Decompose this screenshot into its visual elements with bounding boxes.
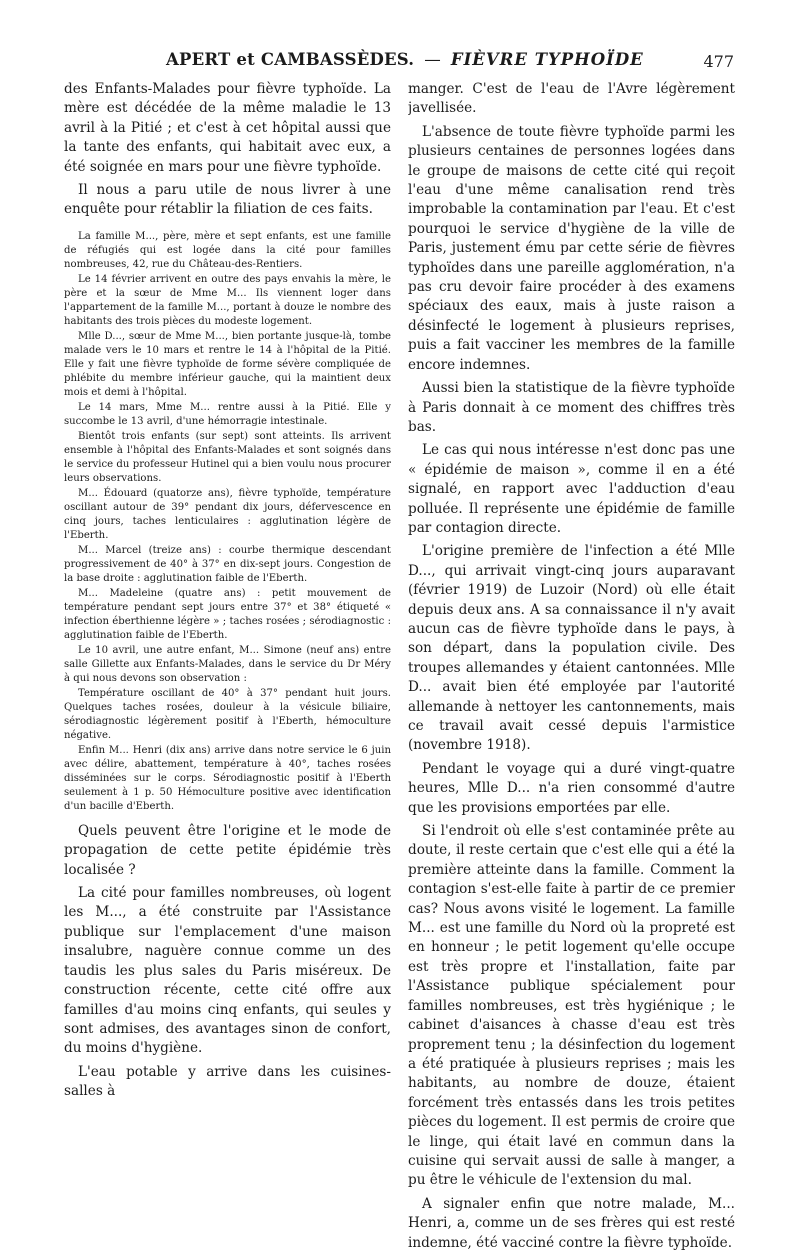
right-paragraph: Aussi bien la statistique de la fièvre typhoïde à Paris donnait à ce moment des chiffres très bas. xyxy=(408,380,735,435)
right-paragraph: manger. C'est de l'eau de l'Avre légèrement javellisée. xyxy=(408,81,735,117)
page-number: 477 xyxy=(703,52,734,71)
case-paragraph: Température oscillant de 40° à 37° pendant huit jours. Quelques taches rosées, douleur à la vésicule biliaire, sérodiagnostic légèrement positif à l'Eberth, hémoculture négative. xyxy=(64,687,391,741)
left-intro-paragraph: Il nous a paru utile de nous livrer à une enquête pour rétablir la filiation de ces faits. xyxy=(64,182,391,218)
left-column xyxy=(64,80,391,1106)
left-closing-paragraph: La cité pour familles nombreuses, où logent les M..., a été construite par l'Assistance publique sur l'emplacement d'une maison insalubre, naguère connue comme un des taudis les plus sales du Paris miséreux. De construction récente, cette cité offre aux familles d'au moins cinq enfants, qui seules y sont admises, des avantages sinon de confort, du moins d'hygiène. xyxy=(64,885,391,1057)
right-paragraph: Si l'endroit où elle s'est contaminée prête au doute, il reste certain que c'est elle qui a été la première atteinte dans la famille. Comment la contagion s'est-elle faite à partir de ce premier cas? Nous avons visité le logement. La famille M... est une famille du Nord où la propreté est en honneur ; le petit logement qu'elle occupe est très propre et l'installation, faite par l'Assistance publique spécialement pour familles nombreuses, est très hygiénique ; le cabinet d'aisances à chasse d'eau est très proprement tenu ; la désinfection du logement a été pratiquée à plusieurs reprises ; mais les habitants, au nombre de douze, étaient forcément très entassés dans les trois petites pièces du logement. Il est permis de croire que le linge, qui était lavé en commun dans la cuisine qui servait aussi de salle à manger, a pu être le véhicule de l'extension du mal. xyxy=(408,823,735,1189)
case-paragraph: M... Édouard (quatorze ans), fièvre typhoïde, température oscillant autour de 39° pendant dix jours, défervescence en cinq jours, taches lenticulaires : agglutination légère de l'Eberth. xyxy=(64,487,391,541)
right-paragraph: L'absence de toute fièvre typhoïde parmi les plusieurs centaines de personnes logées dans le groupe de maisons de cette cité qui reçoit l'eau d'une même canalisation rend très improbable la contamination par l'eau. Et c'est pourquoi le service d'hygiène de la ville de Paris, justement ému par cette série de fièvres typhoïdes dans une pareille agglomération, n'a pas cru devoir faire procéder à des examens spéciaux des eaux, mais à juste raison a désinfecté le logement à plusieurs reprises, puis a fait vacciner les membres de la famille encore indemnes. xyxy=(408,123,735,373)
left-intro-paragraph: des Enfants-Malades pour fièvre typhoïde. La mère est décédée de la même maladie le 13 avril à la Pitié ; et c'est à cet hôpital aussi que la tante des enfants, qui habitait avec eux, a été soignée en mars pour une fièvre typhoïde. xyxy=(64,81,391,175)
running-title xyxy=(166,50,644,69)
running-header xyxy=(64,44,734,74)
case-paragraph: Enfin M... Henri (dix ans) arrive dans notre service le 6 juin avec délire, abattement, température à 40°, taches rosées disséminées sur le corps. Sérodiagnostic positif à l'Eberth seulement à 1 p. 50 Hémoculture positive avec identification d'un bacille d'Eberth. xyxy=(64,744,391,812)
case-paragraph: Bientôt trois enfants (sur sept) sont atteints. Ils arrivent ensemble à l'hôpital des Enfants-Malades et sont soignés dans le service du professeur Hutinel qui a bien voulu nous procurer leurs observations. xyxy=(64,430,391,484)
left-closing-paragraph: L'eau potable y arrive dans les cuisines-salles à xyxy=(64,1063,391,1100)
left-closing-paragraph: Quels peuvent être l'origine et le mode de propagation de cette petite épidémie très localisée ? xyxy=(64,822,391,878)
case-paragraph: M... Marcel (treize ans) : courbe thermique descendant progressivement de 40° à 37° en dix-sept jours. Congestion de la base droite : agglutination faible de l'Eberth. xyxy=(64,544,391,584)
case-paragraph: Mlle D..., sœur de Mme M..., bien portante jusque-là, tombe malade vers le 10 mars et rentre le 14 à l'hôpital de la Pitié. Elle y fait une fièvre typhoïde de forme sévère compliquée de phlébite du membre inférieur gauche, qui la maintient deux mois et demi à l'hôpital. xyxy=(64,330,391,398)
right-paragraph: A signaler enfin que notre malade, M... Henri, a, comme un de ses frères qui est resté indemne, été vacciné contre la fièvre typhoïde. xyxy=(408,1195,735,1251)
case-paragraph: Le 14 février arrivent en outre des pays envahis la mère, le père et la sœur de Mme M... Ils viennent loger dans l'appartement de la famille M..., portant à douze le nombre des habitants des trois pièces du modeste logement. xyxy=(64,273,391,327)
right-column xyxy=(408,80,735,1257)
right-paragraph: Le cas qui nous intéresse n'est donc pas une « épidémie de maison », comme il en a été signalé, en rapport avec l'adduction d'eau polluée. Il représente une épidémie de famille par contagion directe. xyxy=(408,442,735,536)
case-paragraph: Le 10 avril, une autre enfant, M... Simone (neuf ans) entre salle Gillette aux Enfants-Malades, dans le service du Dr Méry à qui nous devons son observation : xyxy=(64,644,391,684)
case-paragraph: M... Madeleine (quatre ans) : petit mouvement de température pendant sept jours entre 37° et 38° étiqueté « infection éberthienne légère » ; taches rosées ; sérodiagnostic : agglutination faible de l'Eberth. xyxy=(64,587,391,641)
case-paragraph: La famille M..., père, mère et sept enfants, est une famille de réfugiés qui est logée dans la cité pour familles nombreuses, 42, rue du Château-des-Rentiers. xyxy=(64,230,391,270)
case-paragraph: Le 14 mars, Mme M... rentre aussi à la Pitié. Elle y succombe le 13 avril, d'une hémorragie intestinale. xyxy=(64,401,391,427)
header-authors: APERT et CAMBASSÈDES. xyxy=(166,50,415,69)
header-dash: — xyxy=(424,50,441,69)
header-subject: FIÈVRE TYPHOÏDE xyxy=(450,50,644,69)
right-paragraph: Pendant le voyage qui a duré vingt-quatre heures, Mlle D... n'a rien consommé d'autre que les provisions emportées par elle. xyxy=(408,760,735,816)
right-paragraph: L'origine première de l'infection a été Mlle D..., qui arrivait vingt-cinq jours auparavant (février 1919) de Luzoir (Nord) où elle était depuis deux ans. A sa connaissance il n'y avait aucun cas de fièvre typhoïde dans le pays, à son départ, dans la population civile. Des troupes allemandes y étaient cantonnées. Mlle D... avait bien été employée par l'autorité allemande à nettoyer les cantonnements, mais ce travail avait cessé depuis l'armistice (novembre 1918). xyxy=(408,543,735,754)
case-reports xyxy=(64,230,391,814)
